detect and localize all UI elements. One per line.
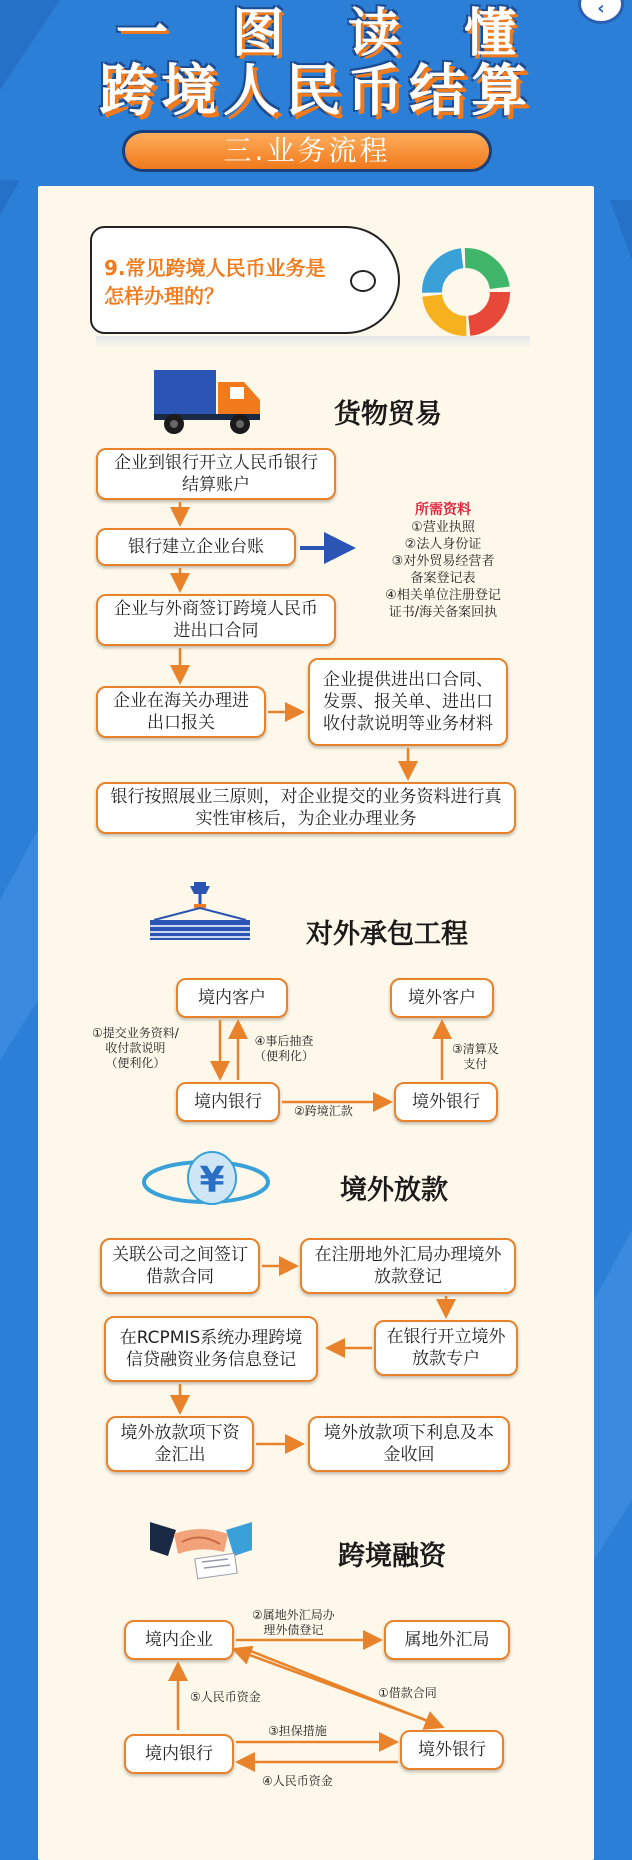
crane-icon xyxy=(144,882,256,944)
doc-item: ③对外贸易经营者 xyxy=(391,554,495,569)
heading-contracting: 对外承包工程 xyxy=(306,919,468,950)
contracting-note-1 xyxy=(92,1026,179,1071)
financing-note-1: ①借款合同 xyxy=(378,1686,437,1700)
financing-foreign-bank: 境外银行 xyxy=(400,1730,504,1770)
note-line: （便利化） xyxy=(105,1056,166,1070)
financing-note-2 xyxy=(252,1608,335,1638)
yuan-globe-icon xyxy=(142,1148,280,1210)
doc-item: 备案登记表 xyxy=(410,571,476,586)
financing-domestic-company: 境内企业 xyxy=(124,1620,234,1660)
loan-step-open-account: 在银行开立境外放款专户 xyxy=(374,1320,518,1376)
goods-step-review: 银行按照展业三原则，对企业提交的业务资料进行真实性审核后，为企业办理业务 xyxy=(96,782,516,834)
required-docs-title: 所需资料 xyxy=(415,502,471,518)
goods-step-ledger: 银行建立企业台账 xyxy=(96,528,296,566)
contracting-foreign-client: 境外客户 xyxy=(390,978,494,1018)
title-line-1: 一图读懂 xyxy=(115,4,580,64)
handshake-icon xyxy=(148,1516,254,1580)
goods-step-materials: 企业提供进出口合同、发票、报关单、进出口收付款说明等业务材料 xyxy=(308,658,508,746)
note-line: ④事后抽查 xyxy=(254,1034,314,1048)
contracting-note-3 xyxy=(452,1042,499,1072)
contracting-domestic-client: 境内客户 xyxy=(176,978,288,1018)
required-documents xyxy=(358,502,528,621)
note-line: （便利化） xyxy=(254,1049,315,1063)
loan-step-remit: 境外放款项下资金汇出 xyxy=(106,1416,254,1472)
goods-step-contract: 企业与外商签订跨境人民币进出口合同 xyxy=(96,594,336,646)
financing-domestic-bank: 境内银行 xyxy=(124,1734,234,1774)
question-text: 9.常见跨境人民币业务是怎样办理的？ xyxy=(104,256,326,308)
contracting-domestic-bank: 境内银行 xyxy=(176,1082,280,1122)
heading-goods-trade: 货物贸易 xyxy=(334,399,442,430)
financing-note-3: ③担保措施 xyxy=(268,1724,327,1738)
loan-step-rcpmis: 在RCPMIS系统办理跨境信贷融资业务信息登记 xyxy=(104,1316,318,1382)
note-line: 支付 xyxy=(463,1057,488,1071)
financing-note-5: ⑤人民币资金 xyxy=(190,1690,261,1704)
svg-text:¥: ¥ xyxy=(199,1160,225,1201)
chevron-icon[interactable]: ‹ xyxy=(578,0,624,24)
section-title: 三.业务流程 xyxy=(122,130,492,172)
title-line-2: 跨境人民币结算 xyxy=(99,59,533,124)
truck-icon xyxy=(152,368,264,436)
financing-local-fx-bureau: 属地外汇局 xyxy=(384,1620,510,1660)
doc-item: 证书/海关备案回执 xyxy=(388,605,498,620)
doc-item: ④相关单位注册登记 xyxy=(385,588,501,603)
loan-step-contract: 关联公司之间签订借款合同 xyxy=(100,1238,260,1294)
note-line: 收付款说明 xyxy=(105,1041,166,1055)
loan-step-collect: 境外放款项下利息及本金收回 xyxy=(308,1416,510,1472)
contracting-note-2: ②跨境汇款 xyxy=(294,1104,353,1118)
contracting-foreign-bank: 境外银行 xyxy=(394,1082,498,1122)
contracting-note-4 xyxy=(254,1034,314,1064)
doc-item: ②法人身份证 xyxy=(404,537,482,552)
separator-band xyxy=(96,336,530,348)
financing-note-4: ④人民币资金 xyxy=(262,1774,333,1788)
note-line: ②属地外汇局办 xyxy=(252,1608,335,1622)
note-line: ③清算及 xyxy=(452,1042,499,1056)
donut-ring-icon xyxy=(418,244,514,340)
doc-item: ①营业执照 xyxy=(411,520,475,535)
heading-cross-border-financing: 跨境融资 xyxy=(338,1541,446,1572)
heading-overseas-loan: 境外放款 xyxy=(340,1175,448,1206)
goods-step-customs: 企业在海关办理进出口报关 xyxy=(96,686,266,738)
goods-step-open-account: 企业到银行开立人民币银行结算账户 xyxy=(96,448,336,500)
loan-step-registration: 在注册地外汇局办理境外放款登记 xyxy=(300,1238,516,1294)
note-line: ①提交业务资料/ xyxy=(92,1026,179,1040)
note-line: 理外债登记 xyxy=(263,1623,324,1637)
tag-hole-icon xyxy=(350,270,376,292)
